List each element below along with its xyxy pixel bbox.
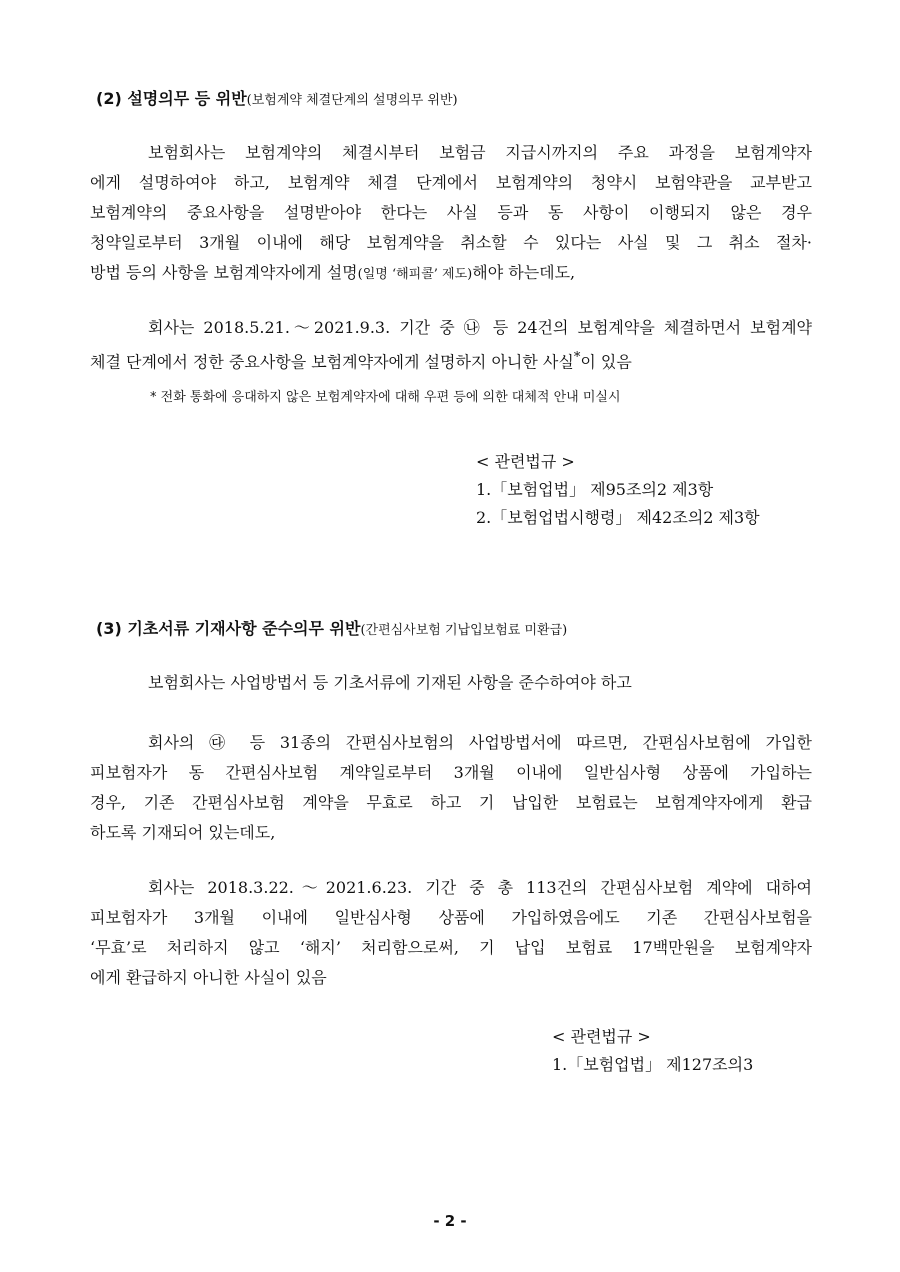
section-2-footnote: * 전화 통화에 응대하지 않은 보험계약자에 대해 우편 등에 의한 대체적 안내 미실시 [150,390,621,405]
section-2-title: (2) 설명의무 등 위반 [96,89,247,108]
text-line: 보험회사는 사업방법서 등 기초서류에 기재된 사항을 준수하여야 하고 [148,673,632,692]
text-line [90,343,812,377]
text-line: 청약일로부터 3개월 이내에 해당 보험계약을 취소할 수 있다는 사실 및 그 취소 절차· [90,233,812,252]
section-2-subtitle: (보험계약 체결단계의 설명의무 위반) [246,93,458,108]
text-line [90,258,812,290]
page-number: - 2 - [433,1212,467,1230]
text-line: 피보험자가 동 간편심사보험 계약일로부터 3개월 이내에 일반심사형 상품에 가입하는 [90,763,812,782]
text-fragment-small: (일명 ‘해피콜’ 제도) [357,267,473,282]
text-fragment: 이 있음 [580,352,632,372]
text-line: 보험회사는 보험계약의 체결시부터 보험금 지급시까지의 주요 과정을 보험계약자 [148,143,812,162]
text-line: 회사는 2018.5.21.～2021.9.3. 기간 중 ㉯ 등 24건의 보험계약을 체결하면서 보험계약 [148,318,812,337]
section-2-related-laws [476,448,760,532]
text-line: 회사는 2018.3.22.～2021.6.23. 기간 중 총 113건의 간편심사보험 계약에 대하여 [148,878,812,897]
section-3-related-laws [552,1023,753,1079]
text-line: 보험계약의 중요사항을 설명받아야 한다는 사실 등과 동 사항이 이행되지 않은 경우 [90,203,812,222]
related-laws-header: < 관련법규 > [476,452,575,471]
text-fragment: 방법 등의 사항을 보험계약자에게 설명 [90,263,358,282]
section-3-heading [96,616,567,639]
section-2-heading [96,86,458,109]
section-3-title: (3) 기초서류 기재사항 준수의무 위반 [96,619,361,638]
section-3-paragraph-1 [90,668,812,698]
text-fragment: 해야 하는데도, [472,263,576,282]
text-line: 에게 설명하여야 하고, 보험계약 체결 단계에서 보험계약의 청약시 보험약관을 교부받고 [90,173,812,192]
text-line: ‘무효’로 처리하지 않고 ‘해지’ 처리함으로써, 기 납입 보험료 17백만원을 보험계약자 [90,938,812,957]
related-law-item: 1.「보험업법」 제127조의3 [552,1055,754,1074]
text-fragment: 체결 단계에서 정한 중요사항을 보험계약자에게 설명하지 아니한 사실 [90,352,574,372]
text-line: 에게 환급하지 아니한 사실이 있음 [90,968,327,987]
text-line: 하도록 기재되어 있는데도, [90,823,276,842]
section-3-paragraph-3 [90,873,812,993]
section-3-subtitle: (간편심사보험 기납입보험료 미환급) [360,623,568,638]
text-line: 경우, 기존 간편심사보험 계약을 무효로 하고 기 납입한 보험료는 보험계약자에게 환급 [90,793,812,812]
text-line: 피보험자가 3개월 이내에 일반심사형 상품에 가입하였음에도 기존 간편심사보험을 [90,908,812,927]
related-law-item: 1.「보험업법」 제95조의2 제3항 [476,480,714,499]
section-2-paragraph-2 [90,313,812,377]
footnote-marker: * [573,350,581,365]
section-3-paragraph-2 [90,728,812,848]
related-laws-header: < 관련법규 > [552,1027,651,1046]
section-2-paragraph-1 [90,138,812,290]
text-line: 회사의 ㉰ 등 31종의 간편심사보험의 사업방법서에 따르면, 간편심사보험에 가입한 [148,733,812,752]
related-law-item: 2.「보험업법시행령」 제42조의2 제3항 [476,508,760,527]
